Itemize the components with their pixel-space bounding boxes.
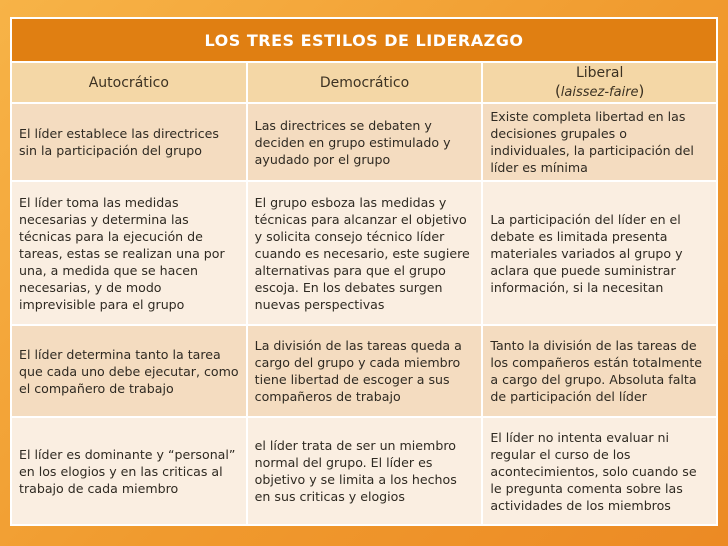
leadership-styles-table bbox=[10, 17, 718, 526]
cell-liberal: Tanto la división de las tareas de los compañeros están totalmente a cargo del grupo. Absoluta falta de participación del líder bbox=[482, 325, 717, 417]
cell-democratico: La división de las tareas queda a cargo del grupo y cada miembro tiene libertad de escoger a sus compañeros de trabajo bbox=[247, 325, 483, 417]
header-democratico: Democrático bbox=[247, 62, 483, 103]
table-title: LOS TRES ESTILOS DE LIDERAZGO bbox=[11, 18, 717, 62]
cell-democratico: El grupo esboza las medidas y técnicas para alcanzar el objetivo y solicita consejo técnico líder cuando es necesario, este sugiere alternativas para que el grupo escoja. En los debates surgen nuevas perspectivas bbox=[247, 181, 483, 325]
cell-democratico: el líder trata de ser un miembro normal del grupo. El líder es objetivo y se limita a los hechos en sus criticas y elogios bbox=[247, 417, 483, 525]
header-liberal-italic: laissez-faire bbox=[560, 84, 639, 100]
table-row bbox=[11, 325, 717, 417]
table-row bbox=[11, 103, 717, 181]
header-autocratico: Autocrático bbox=[11, 62, 247, 103]
cell-autocratico: El líder establece las directrices sin la participación del grupo bbox=[11, 103, 247, 181]
cell-liberal: Existe completa libertad en las decisiones grupales o individuales, la participación del líder es mínima bbox=[482, 103, 717, 181]
cell-democratico: Las directrices se debaten y deciden en grupo estimulado y ayudado por el grupo bbox=[247, 103, 483, 181]
header-liberal-label: Liberal bbox=[575, 64, 624, 81]
cell-autocratico: El líder es dominante y “personal” en los elogios y en las criticas al trabajo de cada miembro bbox=[11, 417, 247, 525]
cell-autocratico: El líder toma las medidas necesarias y determina las técnicas para la ejecución de tareas, estas se realizan una por una, a medida que se hacen necesarias, y de modo imprevisible para el grupo bbox=[11, 181, 247, 325]
cell-liberal: El líder no intenta evaluar ni regular el curso de los acontecimientos, solo cuando se le pregunta comenta sobre las actividades de los miembros bbox=[482, 417, 717, 525]
header-liberal bbox=[482, 62, 717, 103]
table-row bbox=[11, 181, 717, 325]
header-liberal-paren-close: ) bbox=[638, 81, 645, 100]
cell-autocratico: El líder determina tanto la tarea que cada uno debe ejecutar, como el compañero de trabajo bbox=[11, 325, 247, 417]
cell-liberal: La participación del líder en el debate es limitada presenta materiales variados al grupo y aclara que puede suministrar información, si la necesitan bbox=[482, 181, 717, 325]
table-row bbox=[11, 417, 717, 525]
header-liberal-paren-open: ( bbox=[554, 81, 561, 100]
